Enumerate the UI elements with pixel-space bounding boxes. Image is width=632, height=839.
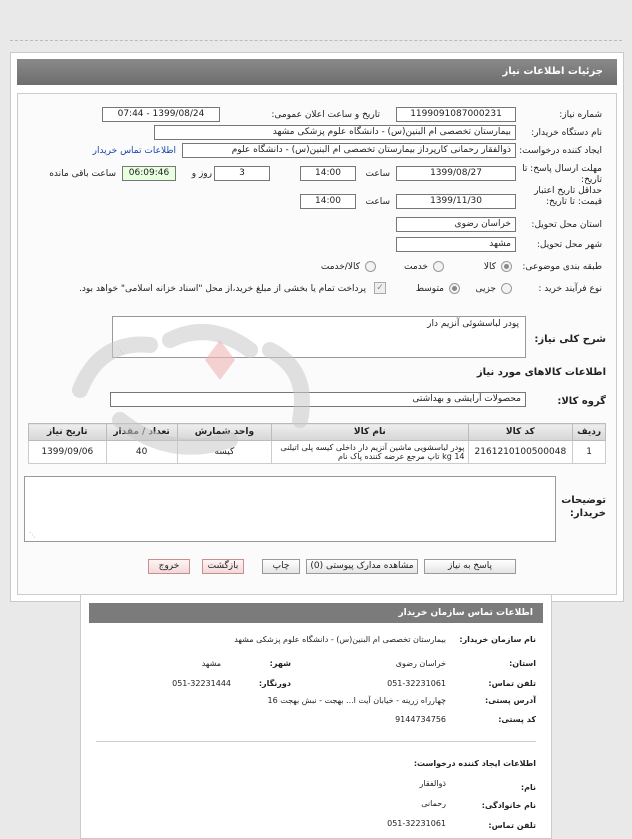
row-name: پودر لباسشویی ماشین آنزیم دار داخلی کیسه پلی اتیلنی 14 kg تاپ مرجع عرضه کننده پاک نام — [272, 441, 468, 464]
row-index: 1 — [573, 441, 606, 464]
attachments-button[interactable]: مشاهده مدارک پیوستی (0) — [306, 559, 418, 574]
creator-family-label: نام خانوادگی: — [481, 801, 536, 810]
remaining-time-field: 06:09:46 — [122, 166, 176, 181]
resize-handle-icon: ⋰ — [117, 347, 124, 355]
top-divider — [10, 40, 622, 41]
panel-title: جزئیات اطلاعات نیاز — [17, 59, 617, 85]
print-button[interactable]: چاپ — [262, 559, 300, 574]
province-label: استان محل تحویل: — [531, 220, 602, 230]
resize-handle-icon: ⋰ — [29, 531, 36, 539]
announce-field: 1399/08/24 - 07:44 — [102, 107, 220, 122]
remaining-label: ساعت باقی مانده — [49, 169, 116, 179]
col-name: نام کالا — [272, 424, 468, 441]
row-code: 2161210100500048 — [468, 441, 573, 464]
need-number-field: 1199091087000231 — [396, 107, 516, 122]
category-radio-service[interactable] — [433, 261, 444, 272]
reply-button[interactable]: پاسخ به نیاز — [424, 559, 516, 574]
deadline-time-label: ساعت — [365, 169, 390, 179]
buyer-label: نام دستگاه خریدار: — [531, 128, 602, 138]
creator-family-value: رحمانی — [421, 799, 446, 808]
need-details-panel — [10, 52, 624, 602]
goods-table-header — [29, 424, 606, 441]
category-label: طبقه بندی موضوعی: — [522, 262, 602, 272]
validity-time-label: ساعت — [365, 197, 390, 207]
goods-group-label: گروه کالا: — [557, 396, 606, 407]
buyer-contact-card — [80, 594, 552, 839]
process-option-medium: متوسط — [415, 284, 444, 294]
col-date: تاریخ نیاز — [29, 424, 107, 441]
contact-org-value: بیمارستان تخصصی ام البنین(س) - دانشگاه علوم پزشکی مشهد — [234, 635, 446, 644]
creator-section-title: اطلاعات ایجاد کننده درخواست: — [413, 759, 536, 768]
category-option-both: کالا/خدمت — [320, 262, 360, 272]
validity-label: حداقل تاریخ اعتبار قیمت: تا تاریخ: — [534, 186, 602, 207]
col-index: ردیف — [573, 424, 606, 441]
contact-city-label: شهر: — [269, 659, 291, 668]
category-radio-both[interactable] — [365, 261, 376, 272]
table-row — [29, 441, 606, 464]
deadline-time-field: 14:00 — [300, 166, 356, 181]
contact-address-value: چهارراه زرینه - خیابان آیت ا... بهجت - نبش بهجت 16 — [267, 696, 446, 705]
payment-note: پرداخت تمام یا بخشی از مبلغ خرید،از محل "اسناد خزانه اسلامی" خواهد بود. — [78, 284, 366, 294]
contact-province-label: استان: — [509, 659, 536, 668]
days-field: 3 — [214, 166, 270, 181]
exit-button[interactable]: خروج — [148, 559, 190, 574]
buyer-field: بیمارستان تخصصی ام البنین(س) - دانشگاه علوم پزشکی مشهد — [154, 125, 516, 140]
creator-phone-value: 051-32231061 — [387, 819, 446, 828]
days-label: روز و — [191, 169, 212, 179]
province-field: خراسان رضوی — [396, 217, 516, 232]
buyer-contact-link[interactable]: اطلاعات تماس خریدار — [92, 146, 176, 156]
process-radio-minor[interactable] — [501, 283, 512, 294]
goods-group-field: محصولات آرایشی و بهداشتی — [110, 392, 526, 407]
row-date: 1399/09/06 — [29, 441, 107, 464]
buyer-notes-field[interactable] — [24, 476, 556, 542]
goods-table — [28, 423, 606, 464]
col-qty: تعداد / مقدار — [106, 424, 177, 441]
category-option-goods: کالا — [483, 262, 496, 272]
city-field: مشهد — [396, 237, 516, 252]
creator-label: ایجاد کننده درخواست: — [519, 146, 602, 156]
contact-phone-value: 051-32231061 — [387, 679, 446, 688]
buyer-notes-label: توضیحات خریدار: — [561, 495, 606, 519]
summary-text: پودر لباسشوئی آنزیم دار — [427, 319, 519, 329]
contact-fax-value: 051-32231444 — [172, 679, 231, 688]
col-unit: واحد شمارش — [177, 424, 271, 441]
creator-phone-label: تلفن تماس: — [488, 821, 536, 830]
contact-divider — [96, 741, 536, 742]
category-radio-goods[interactable] — [501, 261, 512, 272]
process-radio-medium[interactable] — [449, 283, 460, 294]
creator-name-value: ذوالفقار — [419, 779, 446, 788]
announce-label: تاریخ و ساعت اعلان عمومی: — [271, 110, 380, 120]
contact-province-value: خراسان رضوی — [395, 659, 446, 668]
deadline-date-field: 1399/08/27 — [396, 166, 516, 181]
contact-phone-label: تلفن تماس: — [488, 679, 536, 688]
city-label: شهر محل تحویل: — [536, 240, 602, 250]
creator-name-label: نام: — [520, 783, 536, 792]
row-unit: کیسه — [177, 441, 271, 464]
contact-address-label: آدرس پستی: — [485, 696, 536, 705]
contact-postal-label: کد پستی: — [498, 715, 536, 724]
need-number-label: شماره نیاز: — [559, 110, 602, 120]
deadline-label: مهلت ارسال پاسخ: تا تاریخ: — [522, 164, 602, 185]
row-qty: 40 — [106, 441, 177, 464]
summary-label: شرح کلی نیاز: — [534, 334, 606, 345]
validity-date-field: 1399/11/30 — [396, 194, 516, 209]
contact-postal-value: 9144734756 — [395, 715, 446, 724]
process-option-minor: جزیی — [475, 284, 496, 294]
col-code: کد کالا — [468, 424, 573, 441]
treasury-checkbox[interactable]: ✓ — [374, 282, 386, 294]
process-label: نوع فرآیند خرید : — [538, 284, 602, 294]
validity-time-field: 14:00 — [300, 194, 356, 209]
category-option-service: خدمت — [404, 262, 428, 272]
contact-city-value: مشهد — [201, 659, 221, 668]
contact-title: اطلاعات تماس سازمان خریدار — [89, 603, 543, 623]
summary-field — [112, 316, 526, 358]
back-button[interactable]: بازگشت — [202, 559, 244, 574]
form-area — [17, 93, 617, 595]
creator-field: ذوالفقار رحمانی کارپرداز بیمارستان تخصصی ام البنین(س) - دانشگاه علوم — [182, 143, 516, 158]
goods-section-title: اطلاعات کالاهای مورد نیاز — [476, 367, 606, 378]
contact-org-label: نام سازمان خریدار: — [459, 635, 536, 644]
contact-fax-label: دورنگار: — [258, 679, 291, 688]
